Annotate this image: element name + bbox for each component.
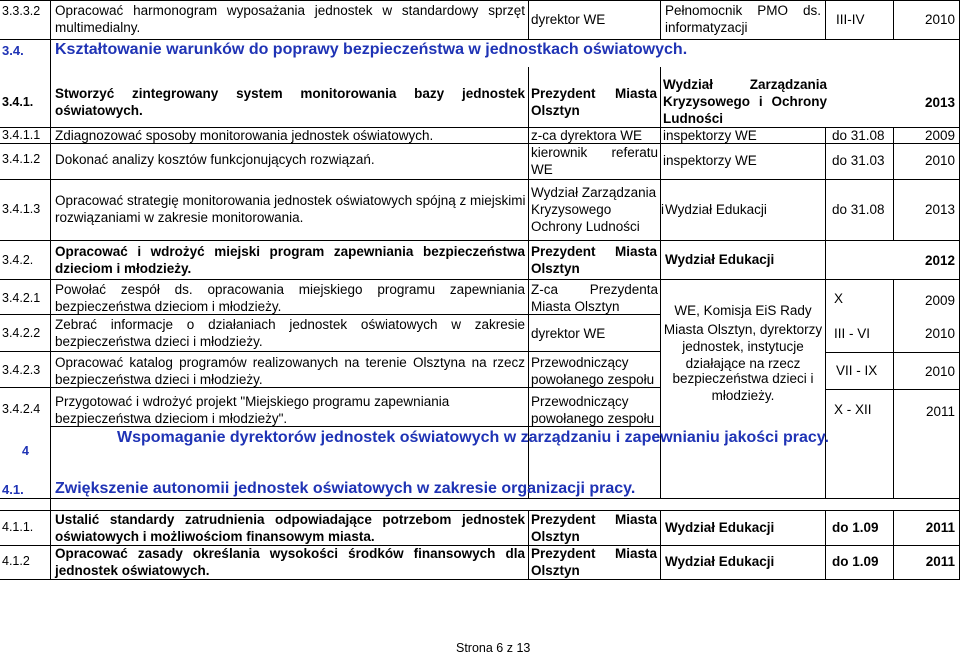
col-divider: [660, 0, 661, 40]
partner: Pełnomocnik PMO ds.: [665, 3, 821, 18]
responsible: powołanego zespołu: [531, 372, 655, 387]
partner: bezpieczeństwa dzieci i: [672, 371, 814, 386]
task-text: Dokonać analizy kosztów funkcjonujących rozwiązań.: [55, 152, 375, 167]
task-text: oświatowych.: [55, 103, 143, 118]
page-number: Strona 6 z 13: [456, 641, 531, 655]
partner: Wydział Zarządzania: [663, 77, 827, 92]
row-number: 3.4.2.4: [2, 402, 41, 416]
partner: Wydział Edukacji: [665, 520, 775, 535]
task-text: Opracować i wdrożyć miejski program zapewniania bezpieczeństwa: [55, 244, 525, 259]
responsible: Wydział Zarządzania: [531, 185, 657, 200]
row-number: 3.4.1.1: [2, 128, 41, 142]
partner: działające na rzecz: [685, 356, 801, 371]
row-divider: [0, 279, 960, 280]
col-divider: [893, 510, 894, 580]
year: 2010: [924, 326, 955, 341]
task-text: Powołać zespół ds. opracowania miejskiego programu zapewniania: [55, 282, 525, 297]
term: X: [834, 291, 844, 306]
row-number: 3.4.1.: [2, 95, 34, 109]
responsible: Kryzysowego i: [531, 202, 664, 217]
row-number: 3.4.2.2: [2, 326, 41, 340]
partner: młodzieży.: [711, 388, 775, 403]
task-text: bezpieczeństwa dzieci i młodzieży.: [55, 372, 263, 387]
year: 2011: [925, 404, 955, 419]
task-text: Ustalić standardy zatrudnienia odpowiadające potrzebom jednostek: [55, 512, 525, 527]
task-text: multimedialny.: [55, 20, 141, 35]
task-text: Opracować katalog programów realizowanych na terenie Olsztyna na rzecz: [55, 355, 525, 370]
responsible: dyrektor WE: [531, 12, 606, 27]
responsible: Prezydent Miasta: [531, 244, 657, 259]
partner: Kryzysowego i Ochrony: [663, 94, 827, 109]
row-divider: [0, 579, 960, 580]
row-divider: [0, 179, 960, 180]
partner: WE, Komisja EiS Rady: [674, 303, 812, 318]
partner: Wydział Edukacji: [665, 202, 767, 217]
row-number: 4.1.1.: [2, 520, 34, 534]
year: 2010: [924, 12, 955, 27]
term: do 31.03: [832, 153, 885, 168]
responsible: Prezydent Miasta: [531, 512, 657, 527]
row-divider: [0, 351, 660, 352]
col-divider: [825, 510, 826, 580]
term: do 1.09: [832, 554, 879, 569]
partner: Ludności: [663, 111, 723, 126]
row-divider: [0, 240, 960, 241]
task-text: Zebrać informacje o działaniach jednostek oświatowych w zakresie: [55, 317, 525, 332]
col-divider: [50, 0, 51, 580]
task-text: oświatowych i możliwościom finansowym miasta.: [55, 529, 375, 544]
partner: Miasta Olsztyn, dyrektorzy: [663, 322, 823, 337]
responsible: Prezydent Miasta: [531, 546, 657, 561]
col-divider: [528, 510, 529, 580]
responsible: kierownik referatu: [531, 145, 658, 160]
task-text: bezpieczeństwa dzieci i młodzieży.: [55, 334, 263, 349]
row-number: 3.4.2.3: [2, 363, 41, 377]
goal-title: Wspomaganie dyrektorów jednostek oświatowych w zarządzaniu i zapewnianiu jakości pracy.: [117, 429, 829, 446]
term: do 31.08: [832, 128, 885, 143]
year: 2013: [924, 95, 955, 110]
task-text: Zdiagnozować sposoby monitorowania jednostek oświatowych.: [55, 128, 434, 143]
col-divider: [825, 0, 826, 40]
row-number: 3.4.1.2: [2, 152, 41, 166]
task-text: dzieciom i młodzieży.: [55, 261, 192, 276]
partner: jednostek, instytucje: [682, 339, 804, 354]
col-divider: [528, 0, 529, 40]
year: 2011: [925, 520, 955, 535]
year: 2013: [924, 202, 955, 217]
col-divider: [660, 510, 661, 580]
term: do 31.08: [832, 202, 885, 217]
responsible: Z-ca Prezydenta: [531, 282, 658, 297]
task-text: jednostek oświatowych.: [55, 563, 210, 578]
responsible: z-ca dyrektora WE: [531, 128, 643, 143]
year: 2012: [924, 253, 955, 268]
partner: informatyzacji: [665, 20, 748, 35]
task-text: Przygotować i wdrożyć projekt "Miejskiego programu zapewniania: [55, 394, 450, 409]
col-divider: [893, 127, 894, 240]
row-number: 3.4.2.1: [2, 291, 41, 305]
row-number: 3.3.3.2: [2, 4, 41, 18]
row-number: 4.1.2: [2, 554, 30, 568]
year: 2009: [924, 293, 955, 308]
responsible: Olsztyn: [531, 261, 580, 276]
term: VII - IX: [836, 363, 878, 378]
task-text: Opracować strategię monitorowania jednostek oświatowych spójną z miejskimi: [55, 193, 526, 208]
responsible: WE: [531, 162, 553, 177]
responsible: Miasta Olsztyn: [531, 299, 620, 314]
task-text: Stworzyć zintegrowany system monitorowania bazy jednostek: [55, 86, 525, 101]
task-text: bezpieczeństwa dzieciom i młodzieży.: [55, 299, 282, 314]
col-divider: [893, 279, 894, 499]
responsible: Olsztyn: [531, 103, 580, 118]
responsible: Olsztyn: [531, 563, 580, 578]
year: 2011: [925, 554, 955, 569]
responsible: powołanego zespołu: [531, 411, 655, 426]
task-text: Opracować harmonogram wyposażania jednostek w standardowy sprzęt: [55, 3, 525, 18]
row-divider: [0, 0, 960, 1]
partner: inspektorzy WE: [663, 153, 757, 168]
section-number: 4.1.: [2, 482, 24, 497]
task-text: bezpieczeństwa dzieciom i młodzieży".: [55, 411, 288, 426]
responsible: Przewodniczący: [531, 355, 629, 370]
responsible: Ochrony Ludności: [531, 219, 640, 234]
section-number: 3.4.: [2, 43, 24, 58]
year: 2009: [924, 128, 955, 143]
year: 2010: [924, 153, 955, 168]
term: X - XII: [834, 402, 872, 417]
partner: Wydział Edukacji: [665, 252, 775, 267]
task-text: rozwiązaniami w zakresie monitorowania.: [55, 210, 304, 225]
term: III - VI: [834, 326, 871, 341]
responsible: Przewodniczący: [531, 394, 629, 409]
section-title: Zwiększenie autonomii jednostek oświatowych w zakresie organizacji pracy.: [55, 480, 636, 497]
term: do 1.09: [832, 520, 879, 535]
year: 2010: [924, 364, 955, 379]
responsible: Prezydent Miasta: [531, 86, 657, 101]
row-number: 3.4.2.: [2, 253, 34, 267]
responsible: dyrektor WE: [531, 326, 606, 341]
partner: Wydział Edukacji: [665, 554, 775, 569]
responsible: Olsztyn: [531, 529, 580, 544]
task-text: Opracować zasady określania wysokości środków finansowych dla: [55, 546, 525, 561]
row-number: 3.4.1.3: [2, 202, 41, 216]
section-title: Kształtowanie warunków do poprawy bezpieczeństwa w jednostkach oświatowych.: [55, 41, 688, 58]
partner: inspektorzy WE: [663, 128, 757, 143]
goal-number: 4: [22, 444, 29, 458]
term: III-IV: [836, 12, 865, 27]
col-divider: [893, 0, 894, 40]
